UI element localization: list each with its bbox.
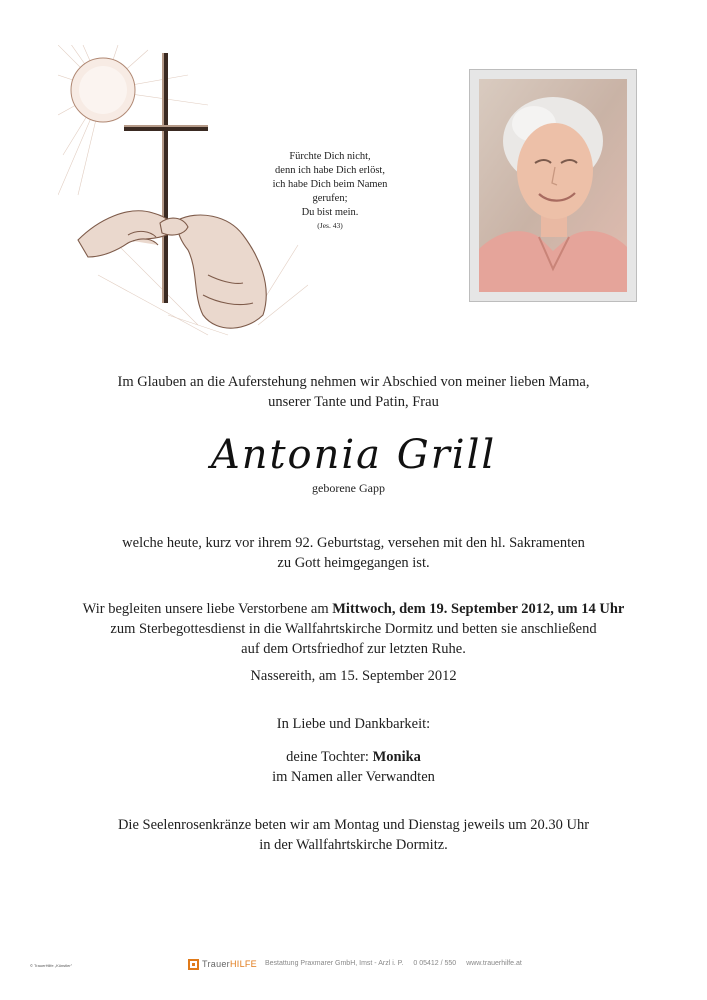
gratitude-text: In Liebe und Dankbarkeit: (276, 716, 431, 732)
brand-part2: HILFE (229, 959, 257, 969)
funeral-line-prefix: Wir begleiten unsere liebe Verstorbene am (82, 601, 333, 617)
funeral-line: zum Sterbegottesdienst in die Wallfahrtskirche Dormitz und betten sie anschließend (110, 621, 597, 637)
mourners (40, 747, 667, 787)
funeral-date-time: Mittwoch, dem 19. September 2012, um 14 Uhr (332, 601, 625, 617)
quote-reference: (Jes. 43) (317, 221, 343, 230)
quote-line: Du bist mein. (301, 207, 359, 218)
hands (78, 211, 266, 328)
funeral-line: auf dem Ortsfriedhof zur letzten Ruhe. (241, 641, 466, 657)
quote-line: Fürchte Dich nicht, (289, 151, 371, 162)
trauerhilfe-logo-icon (188, 959, 199, 970)
portrait-frame (469, 69, 637, 302)
website-link[interactable]: www.trauerhilfe.at (466, 960, 522, 967)
intro-line: Im Glauben an die Auferstehung nehmen wir Abschied von meiner lieben Mama, (117, 374, 590, 390)
mourner-line (40, 747, 667, 767)
intro-line: unserer Tante und Patin, Frau (268, 394, 439, 410)
rosary-line: in der Wallfahrtskirche Dormitz. (259, 837, 448, 853)
passing-line: zu Gott heimgegangen ist. (277, 555, 430, 571)
mourner-name: Monika (372, 749, 421, 765)
portrait-photo (479, 79, 627, 292)
place-date: Nassereith, am 15. September 2012 (250, 668, 457, 684)
face (517, 123, 593, 219)
quote-line: ich habe Dich beim Namen gerufen; (272, 179, 388, 204)
bible-quote (255, 150, 405, 232)
passing-line: welche heute, kurz vor ihrem 92. Geburtstag, versehen mit den hl. Sakramenten (122, 535, 585, 551)
intro-text (60, 372, 647, 412)
maiden-name: geborene Gapp (312, 481, 385, 495)
passing-text (40, 533, 667, 573)
copyright-note: © TrauerHilfe „Künstler" (30, 963, 73, 968)
rosary-line: Die Seelenrosenkränze beten wir am Montag und Dienstag jeweils um 20.30 Uhr (117, 817, 590, 833)
quote-line: denn ich habe Dich erlöst, (275, 165, 385, 176)
deceased-name: Antonia Grill (210, 432, 497, 478)
rosary-notice (40, 815, 667, 855)
mourner-prefix: deine Tochter: (286, 749, 373, 765)
footer (188, 957, 532, 971)
funeral-details (40, 599, 667, 659)
brand-part1: Trauer (202, 959, 230, 969)
funeral-line (40, 599, 667, 619)
company-name: Bestattung Praxmarer GmbH, Imst - Arzl i. P. (265, 960, 404, 967)
phone-number: 0 05412 / 550 (413, 960, 457, 967)
mourner-line: im Namen aller Verwandten (272, 769, 435, 785)
brand-name (202, 957, 257, 971)
